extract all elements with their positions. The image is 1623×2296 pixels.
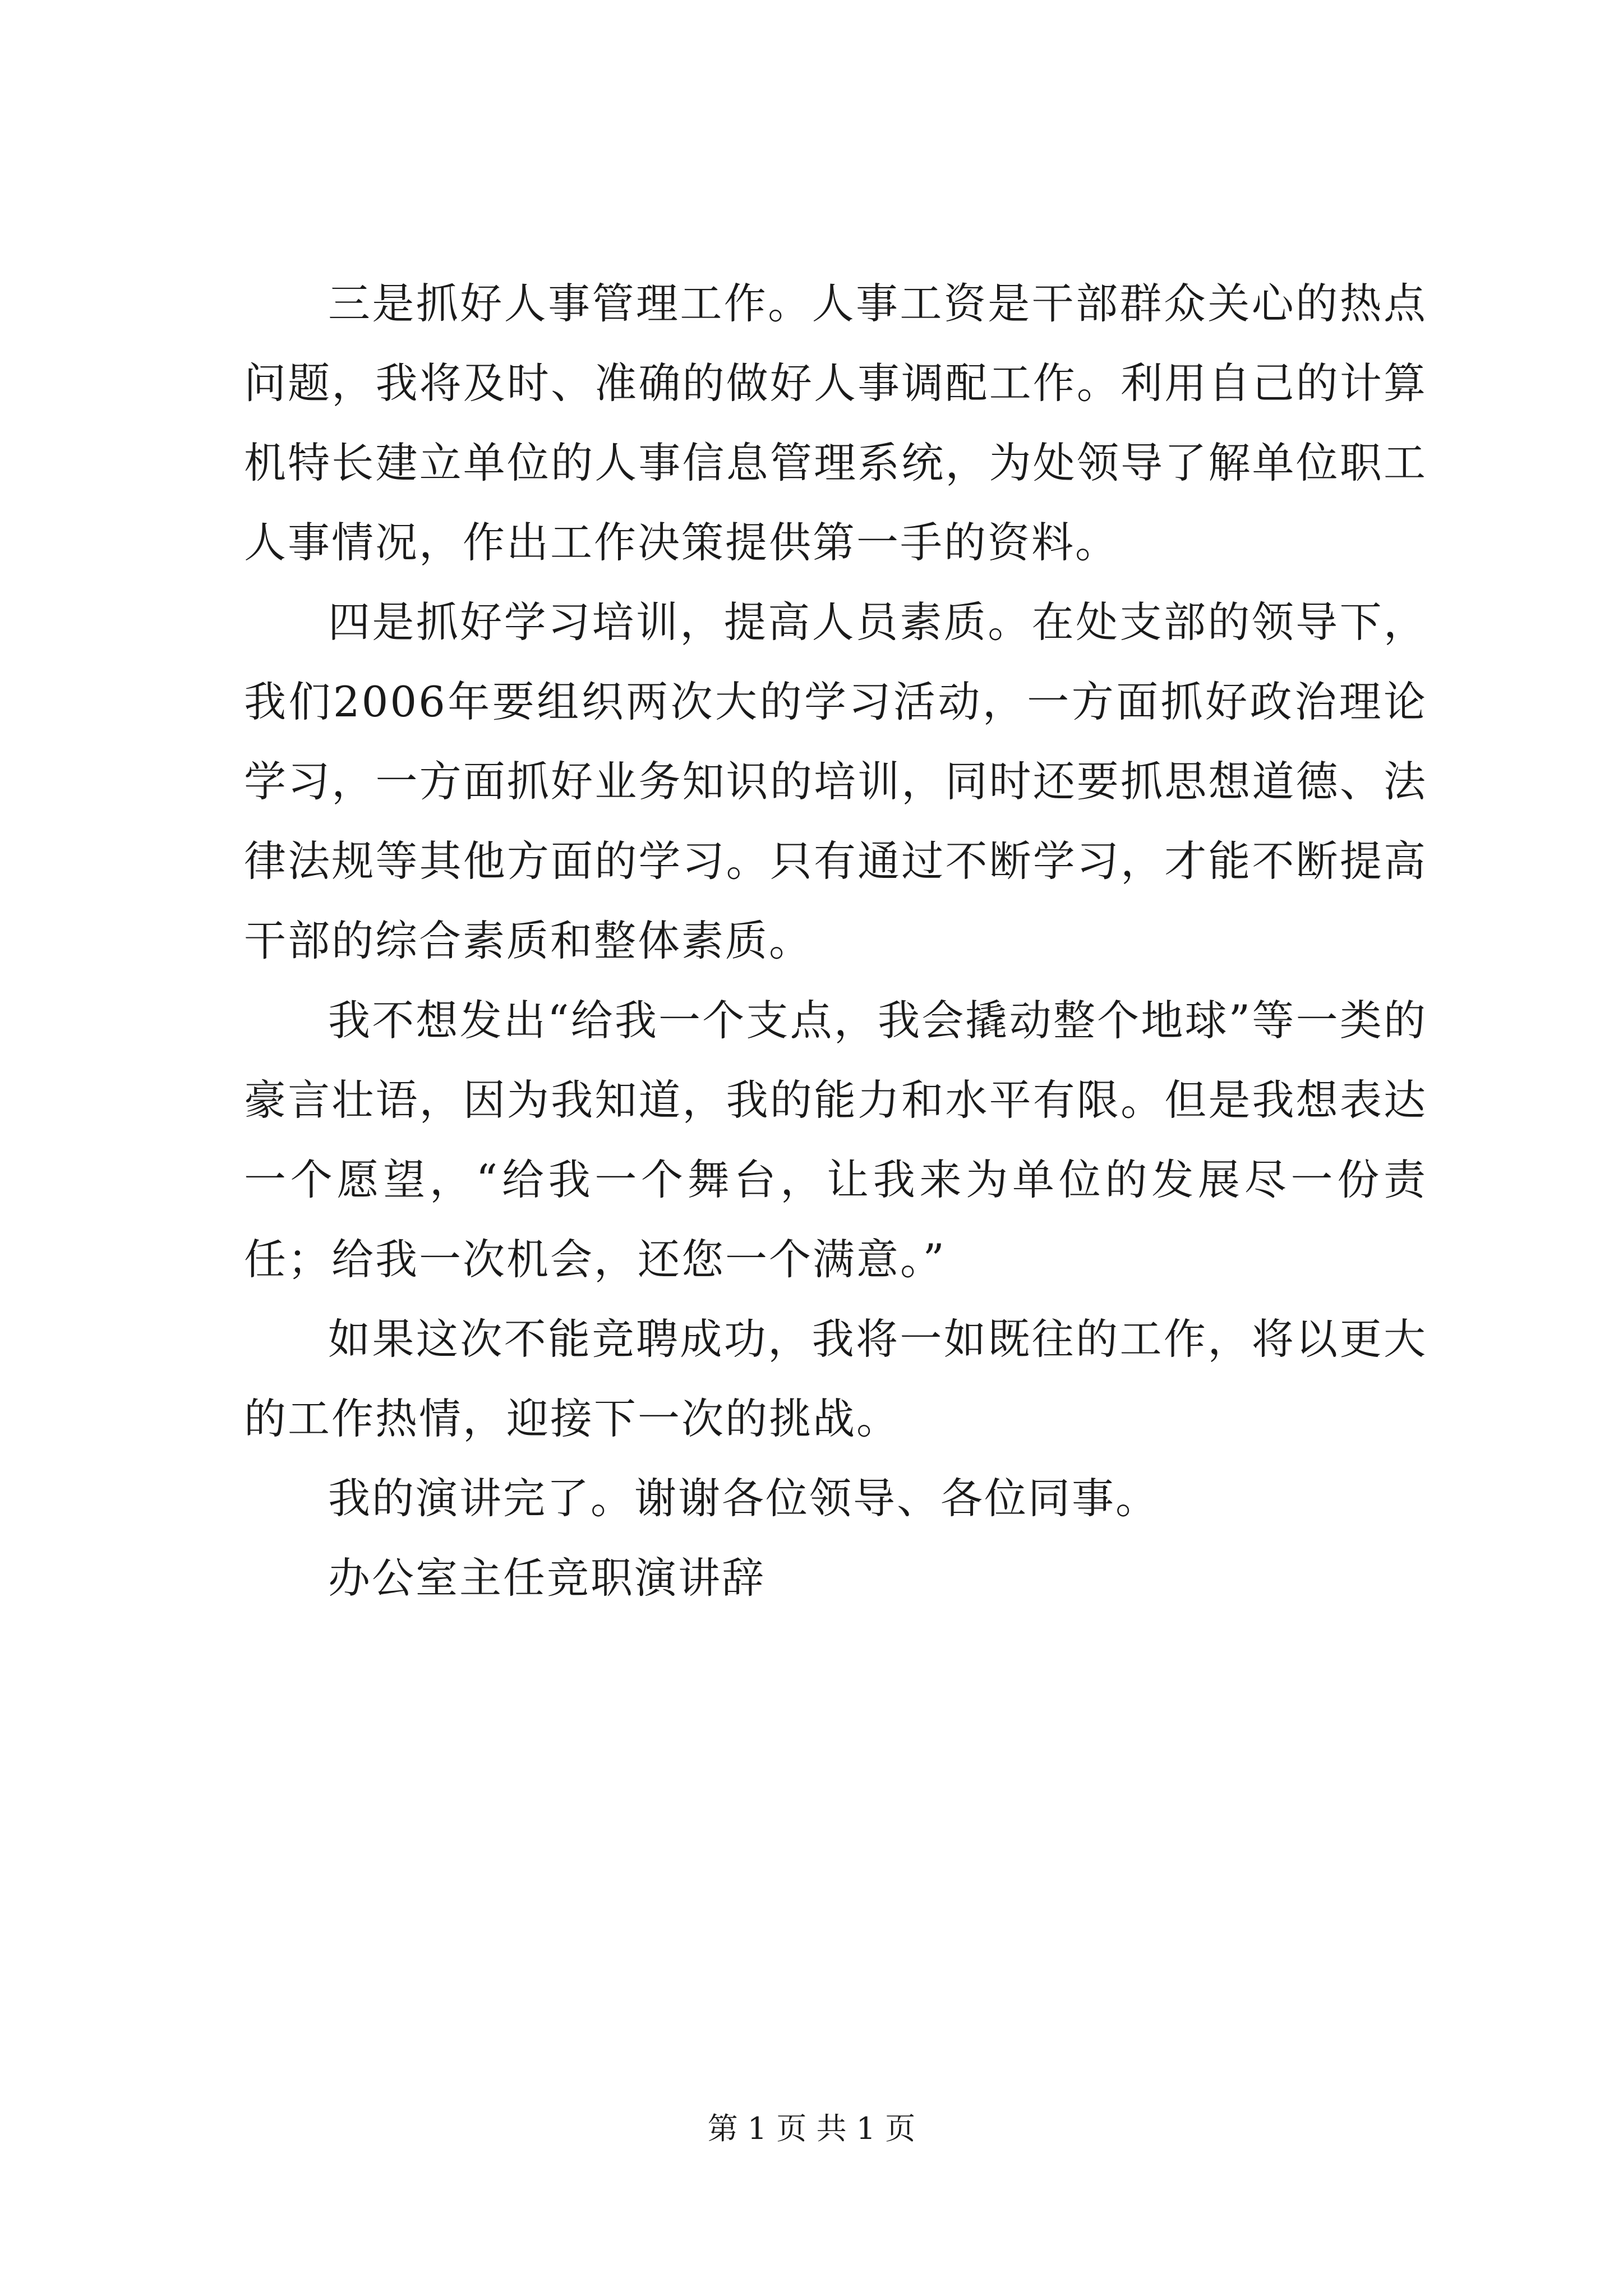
paragraph-closing: 我的演讲完了。谢谢各位领导、各位同事。 xyxy=(328,1474,1160,1523)
paragraph-aspiration: 我不想发出“给我一个支点，我会撬动整个地球”等一类的豪言壮语，因为我知道，我的能力和水平有限。但是我想表达一个愿望，“给我一个舞台，让我来为单位的发展尽一份责任；给我一次机会，还您一个满意。” xyxy=(244,996,1427,1284)
page-footer: 第 1 页 共 1 页 xyxy=(707,2111,916,2146)
paragraph-if-not-successful: 如果这次不能竞聘成功，我将一如既往的工作，将以更大的工作热情，迎接下一次的挑战。 xyxy=(244,1314,1427,1443)
document-body xyxy=(244,264,1427,1618)
paragraph-training: 四是抓好学习培训，提高人员素质。在处支部的领导下，我们2006年要组织两次大的学习活动，一方面抓好政治理论学习，一方面抓好业务知识的培训，同时还要抓思想道德、法律法规等其他方面的学习。只有通过不断学习，才能不断提高干部的综合素质和整体素质。 xyxy=(244,597,1427,965)
paragraph-personnel-management: 三是抓好人事管理工作。人事工资是干部群众关心的热点问题，我将及时、准确的做好人事调配工作。利用自己的计算机特长建立单位的人事信息管理系统，为处领导了解单位职工人事情况，作出工作决策提供第一手的资料。 xyxy=(244,279,1427,567)
paragraph-title-line: 办公室主任竞职演讲辞 xyxy=(328,1553,766,1603)
